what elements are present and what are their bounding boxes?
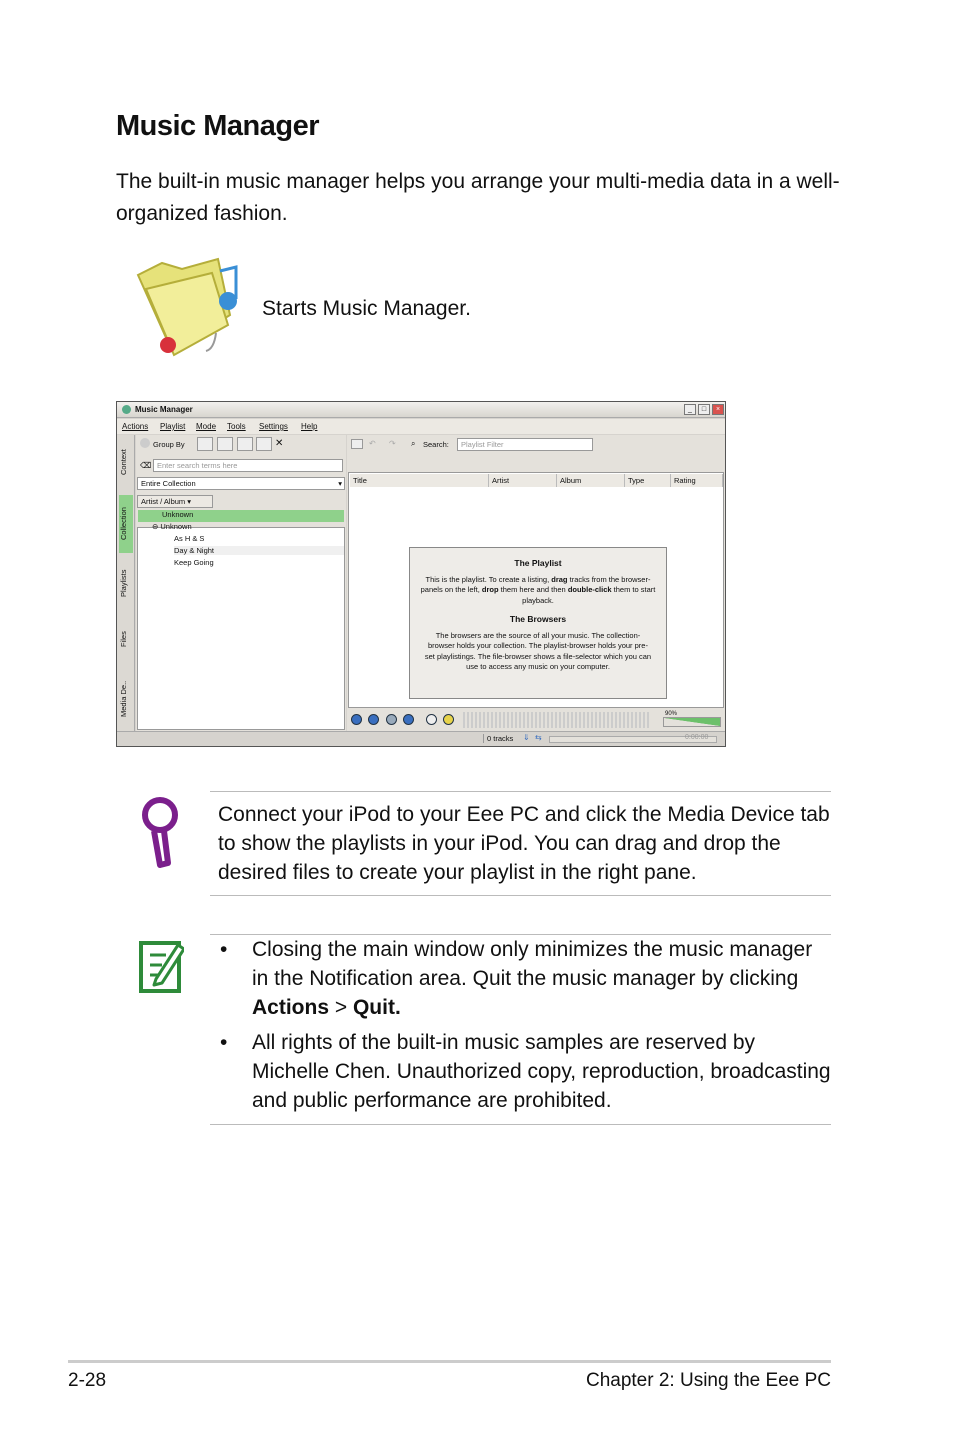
repeat-icon[interactable]: ⇆ xyxy=(535,733,542,742)
lastfm-icon[interactable] xyxy=(426,714,437,725)
minimize-button[interactable]: _ xyxy=(684,404,696,415)
close-button[interactable]: × xyxy=(712,404,724,415)
menu-tools[interactable]: Tools xyxy=(227,422,246,431)
folder-music-icon xyxy=(132,255,244,361)
status-bar xyxy=(117,731,725,746)
playlist-info-box xyxy=(409,547,667,699)
analyzer-bar xyxy=(463,712,651,728)
music-manager-window xyxy=(116,401,726,747)
app-icon xyxy=(122,405,131,414)
redo-icon[interactable]: ↷ xyxy=(389,439,396,448)
quit-label: Quit. xyxy=(352,996,401,1019)
tree-item-track[interactable]: As H & S xyxy=(174,534,205,543)
search-icon: ⌕ xyxy=(411,439,416,448)
new-playlist-button[interactable] xyxy=(351,439,363,449)
menu-settings[interactable]: Settings xyxy=(259,422,288,431)
bullet: • xyxy=(220,1031,228,1054)
filter-button[interactable] xyxy=(256,437,272,451)
tree-header[interactable]: Artist / Album ▾ xyxy=(137,495,213,508)
maximize-button[interactable]: □ xyxy=(698,404,710,415)
collection-select-value: Entire Collection xyxy=(141,479,196,488)
intro-paragraph: The built-in music manager helps you arrange your multi-media data in a well-organized fashion. xyxy=(116,170,840,225)
tree-view-button[interactable] xyxy=(197,437,213,451)
tab-media-device[interactable]: Media De.. xyxy=(119,680,128,718)
column-artist[interactable]: Artist xyxy=(489,474,557,487)
playlist-heading: The Playlist xyxy=(514,558,562,568)
volume-slider[interactable] xyxy=(663,717,721,727)
menu-help[interactable]: Help xyxy=(301,422,318,431)
pencil-note-icon xyxy=(138,937,184,995)
download-icon[interactable]: ⇓ xyxy=(523,733,530,742)
tree-item-track[interactable]: Keep Going xyxy=(174,558,214,567)
collection-browser xyxy=(136,435,346,731)
menu-actions[interactable]: Actions xyxy=(122,422,149,431)
group-by-button[interactable]: Group By xyxy=(153,440,185,449)
collection-search-input[interactable]: Enter search terms here xyxy=(153,459,343,472)
play-button[interactable] xyxy=(368,714,379,725)
bullet: • xyxy=(220,938,228,961)
previous-button[interactable] xyxy=(351,714,362,725)
column-type[interactable]: Type xyxy=(625,474,671,487)
tab-collection[interactable]: Collection xyxy=(119,495,133,553)
window-title: Music Manager xyxy=(135,405,193,414)
page-heading: Music Manager xyxy=(116,110,319,142)
menu-bar xyxy=(117,419,725,434)
tab-context[interactable]: Context xyxy=(119,449,128,475)
tools-icon[interactable]: ✕ xyxy=(275,438,284,449)
tab-files[interactable]: Files xyxy=(119,631,128,647)
divider xyxy=(210,1124,831,1125)
note-bullet-1: Closing the main window only minimizes the music manager in the Notification area. Quit the music manager by clicking Actions > Quit. xyxy=(252,938,813,1019)
icon-caption: Starts Music Manager. xyxy=(262,297,471,320)
time-display: 0:00:00 xyxy=(685,734,709,741)
menu-playlist[interactable]: Playlist xyxy=(160,422,186,431)
clear-search-icon[interactable]: ⌫ xyxy=(140,461,152,470)
column-title[interactable]: Title xyxy=(350,474,489,487)
tree-item-track[interactable]: Day & Night xyxy=(174,546,344,555)
tree-item-unknown-album[interactable]: ⊖ Unknown xyxy=(152,522,192,531)
track-count: 0 tracks xyxy=(483,734,513,743)
pause-button[interactable] xyxy=(386,714,397,725)
magnifier-icon xyxy=(138,795,182,871)
browsers-description: The browsers are the source of all your music. The collection-browser holds your collection. The playlist-browser holds your pre-set playlistings. The file-browser shows a file-selector which you can use to access any music on your computer. xyxy=(424,630,652,671)
collection-tree xyxy=(137,510,345,730)
player-controls xyxy=(347,709,725,731)
browsers-heading: The Browsers xyxy=(509,614,567,624)
side-tabs xyxy=(117,435,135,731)
title-bar xyxy=(117,402,725,418)
tab-playlists[interactable]: Playlists xyxy=(119,569,128,597)
tree-item-unknown-artist[interactable]: Unknown xyxy=(138,510,344,522)
search-label: Search: xyxy=(423,440,449,449)
column-rating[interactable]: Rating xyxy=(671,474,723,487)
footer-rule xyxy=(68,1360,831,1363)
playlist-filter-input[interactable]: Playlist Filter xyxy=(457,438,593,451)
mood-icon[interactable] xyxy=(443,714,454,725)
collection-select[interactable] xyxy=(137,477,345,490)
playlist-view[interactable] xyxy=(348,472,724,708)
note-bullet-2: All rights of the built-in music samples are reserved by Michelle Chen. Unauthorized copy, reproduction, broadcasting and public performance are prohibited. xyxy=(252,1031,831,1112)
page-number: 2-28 xyxy=(68,1370,107,1391)
stop-button[interactable] xyxy=(403,714,414,725)
flat-view-button[interactable] xyxy=(217,437,233,451)
divider xyxy=(210,791,831,792)
ipod-tip: Connect your iPod to your Eee PC and click the Media Device tab to show the playlists in your iPod. You can drag and drop the desired files to create your playlist in the right pane. xyxy=(218,803,830,884)
playlist-description: This is the playlist. To create a listing, drag tracks from the browser-panels on the left, drop them here and then double-click them to start playback. xyxy=(420,574,656,605)
chapter-title: Chapter 2: Using the Eee PC xyxy=(585,1370,831,1391)
menu-mode[interactable]: Mode xyxy=(196,422,217,431)
chevron-down-icon: ▾ xyxy=(338,479,342,488)
divider xyxy=(210,895,831,896)
undo-icon[interactable]: ↶ xyxy=(369,439,376,448)
group-by-icon xyxy=(140,438,150,448)
playlist-pane xyxy=(347,435,725,731)
actions-label: Actions xyxy=(252,996,330,1019)
column-album[interactable]: Album xyxy=(557,474,625,487)
ipod-view-button[interactable] xyxy=(237,437,253,451)
volume-label: 90% xyxy=(665,711,678,717)
